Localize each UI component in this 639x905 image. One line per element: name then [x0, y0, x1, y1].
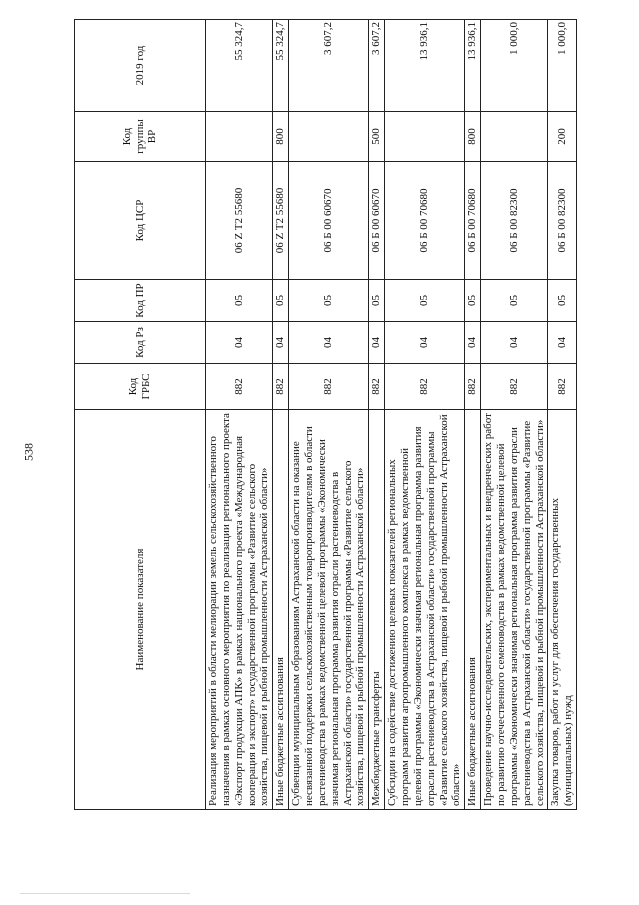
- row-csr: 06 Б 00 70680: [385, 162, 465, 280]
- row-name: Субсидии на содействие достижению целевых показателей региональных программ развития агропромышленного комплекса в рамках ведомственной целевой программы «Экономически значимая региональная программа развития отрасли растениеводства в Астраханской области» государственной программы «Развитие сельского хозяйства, пищевой и рыбной промышленности Астраханской области»: [385, 410, 465, 810]
- row-name: Межбюджетные трансферты: [369, 410, 385, 810]
- row-pr: 05: [481, 280, 548, 322]
- budget-table: [74, 19, 577, 810]
- row-vr: 500: [369, 112, 385, 162]
- row-pr: 05: [465, 280, 481, 322]
- row-csr: 06 Б 00 82300: [548, 162, 577, 280]
- header-name: Наименование показателя: [75, 410, 206, 810]
- row-amount: 55 324,7: [273, 20, 289, 112]
- row-csr: 06 Б 00 60670: [289, 162, 369, 280]
- row-amount: 1 000,0: [548, 20, 577, 112]
- budget-table-container: [74, 20, 590, 810]
- row-name: Иные бюджетные ассигнования: [465, 410, 481, 810]
- row-amount: 13 936,1: [465, 20, 481, 112]
- table-row: [369, 20, 385, 810]
- row-rz: 04: [465, 322, 481, 364]
- header-rz: Код Рз: [75, 322, 206, 364]
- table-row: [385, 20, 465, 810]
- row-pr: 05: [385, 280, 465, 322]
- rotated-page-content: [74, 20, 590, 810]
- row-csr: 06 Z T2 55680: [273, 162, 289, 280]
- row-name: Проведение научно-исследовательских, экспериментальных и внедренческих работ по развитию отечественного семеноводства в рамках ведомственной целевой программы «Экономически значимая региональная программа развития отрасли растениеводства в Астраханской области» государственной программы «Развитие сельского хозяйства, пищевой и рыбной промышленности Астраханской области»: [481, 410, 548, 810]
- row-amount: 13 936,1: [385, 20, 465, 112]
- header-pr: Код ПР: [75, 280, 206, 322]
- row-amount: 3 607,2: [369, 20, 385, 112]
- table-row: [548, 20, 577, 810]
- table-row: [465, 20, 481, 810]
- row-vr: 800: [465, 112, 481, 162]
- row-grbs: 882: [369, 364, 385, 410]
- table-header-row: [75, 20, 206, 810]
- row-grbs: 882: [465, 364, 481, 410]
- table-row: [289, 20, 369, 810]
- row-name: Реализация мероприятий в области мелиорации земель сельскохозяйственного назначения в рамках основного мероприятия по реализации регионального проекта «Экспорт продукции АПК» в рамках национального проекта «Международная кооперация и экспорт» государственной программы «Развитие сельского хозяйства, пищевой и рыбной промышленности Астраханской области»: [206, 410, 273, 810]
- header-year: 2019 год: [75, 20, 206, 112]
- row-vr: 200: [548, 112, 577, 162]
- row-amount: 1 000,0: [481, 20, 548, 112]
- row-pr: 05: [548, 280, 577, 322]
- table-row: [481, 20, 548, 810]
- header-vr: Код группы ВР: [75, 112, 206, 162]
- row-grbs: 882: [289, 364, 369, 410]
- row-csr: 06 Б 00 60670: [369, 162, 385, 280]
- row-pr: 05: [369, 280, 385, 322]
- row-grbs: 882: [548, 364, 577, 410]
- header-csr: Код ЦСР: [75, 162, 206, 280]
- row-vr: [481, 112, 548, 162]
- row-pr: 05: [206, 280, 273, 322]
- row-rz: 04: [369, 322, 385, 364]
- row-rz: 04: [481, 322, 548, 364]
- row-rz: 04: [273, 322, 289, 364]
- row-csr: 06 Z T2 55680: [206, 162, 273, 280]
- row-name: Субвенции муниципальным образованиям Астраханской области на оказание несвязанной поддержки сельскохозяйственным товаропроизводителям в области растениеводства в рамках ведомственной целевой программы «Экономически значимая региональная программа развития отрасли растениеводства в Астраханской области» государственной программы «Развитие сельского хозяйства, пищевой и рыбной промышленности Астраханской области»: [289, 410, 369, 810]
- row-pr: 05: [273, 280, 289, 322]
- row-grbs: 882: [273, 364, 289, 410]
- row-amount: 3 607,2: [289, 20, 369, 112]
- row-vr: [206, 112, 273, 162]
- row-rz: 04: [206, 322, 273, 364]
- row-csr: 06 Б 00 70680: [465, 162, 481, 280]
- row-grbs: 882: [206, 364, 273, 410]
- row-grbs: 882: [385, 364, 465, 410]
- row-rz: 04: [385, 322, 465, 364]
- row-rz: 04: [548, 322, 577, 364]
- row-vr: 800: [273, 112, 289, 162]
- row-csr: 06 Б 00 82300: [481, 162, 548, 280]
- row-amount: 55 324,7: [206, 20, 273, 112]
- table-row: [206, 20, 273, 810]
- row-vr: [385, 112, 465, 162]
- row-name: Иные бюджетные ассигнования: [273, 410, 289, 810]
- row-vr: [289, 112, 369, 162]
- row-pr: 05: [289, 280, 369, 322]
- table-row: [273, 20, 289, 810]
- row-name: Закупка товаров, работ и услуг для обеспечения государственных (муниципальных) нужд: [548, 410, 577, 810]
- row-grbs: 882: [481, 364, 548, 410]
- row-rz: 04: [289, 322, 369, 364]
- scan-edge-line: [20, 893, 190, 894]
- page-number: 538: [21, 443, 36, 461]
- header-grbs: Код ГРБС: [75, 364, 206, 410]
